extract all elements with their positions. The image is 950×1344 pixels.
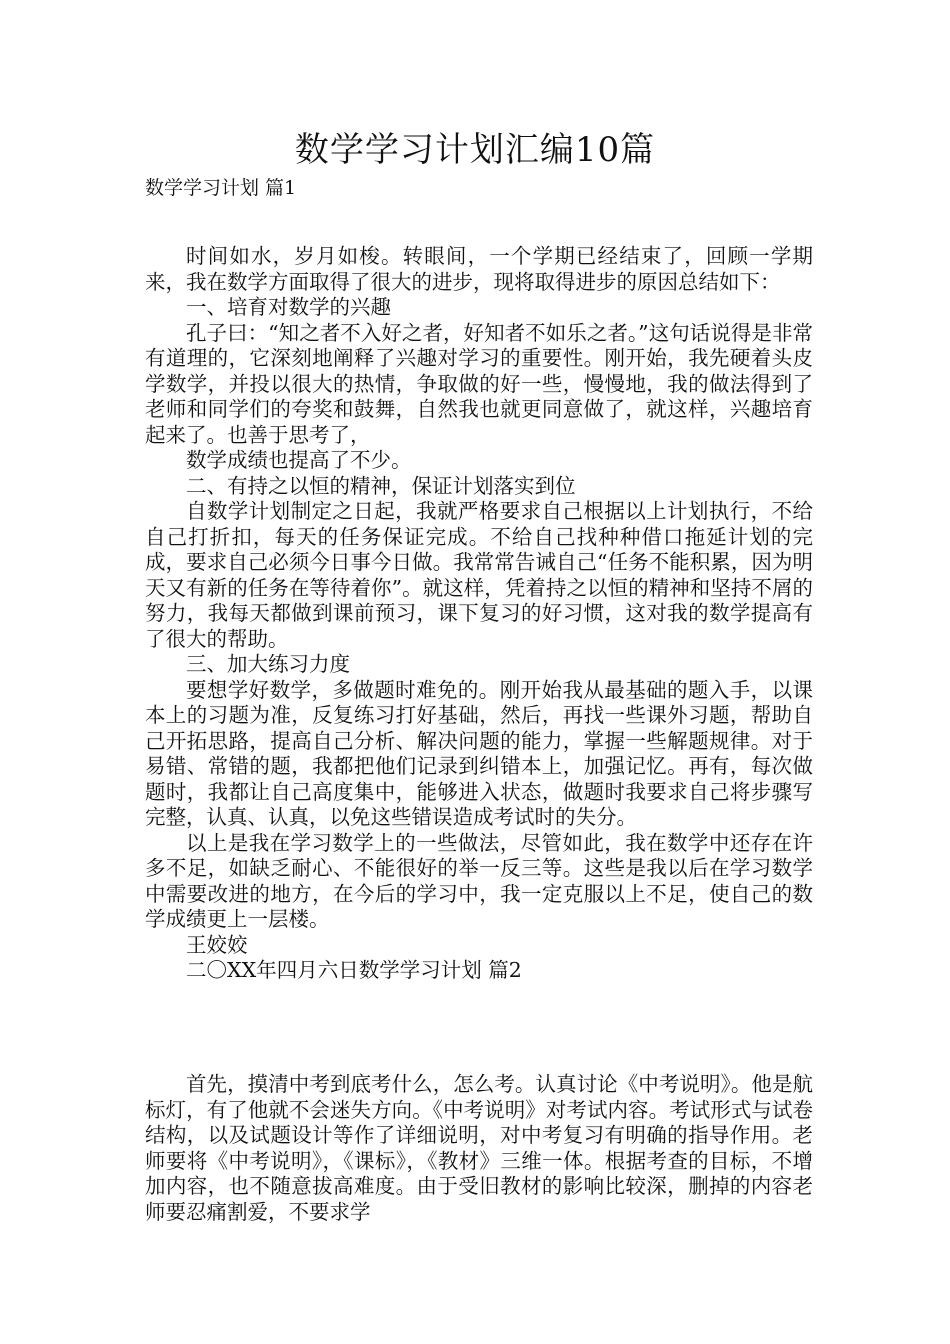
section-2-paragraph: 首先，摸清中考到底考什么，怎么考。认真讨论《中考说明》。他是航标灯，有了他就不会迷失方向。《中考说明》对考试内容。考试形式与试卷结构，以及试题设计等作了详细说明，对中考复习有明确的指导作用。老师要将《中考说明》，《课标》，《教材》三维一体。根据考查的目标，不增加内容，也不随意拔高难度。由于受旧教材的影响比较深，删掉的内容老师要忍痛割爱，不要求学 bbox=[145, 1072, 813, 1224]
document-title: 数学学习计划汇编10篇 bbox=[294, 130, 656, 170]
conclusion-paragraph: 以上是我在学习数学上的一些做法，尽管如此，我在数学中还存在许多不足，如缺乏耐心、不能很好的举一反三等。这些是我以后在学习数学中需要改进的地方，在今后的学习中，我一定克服以上不足，使自己的数学成绩更上一层楼。 bbox=[145, 830, 813, 931]
intro-paragraph: 时间如水，岁月如梭。转眼间，一个学期已经结束了，回顾一学期来，我在数学方面取得了很大的进步，现将取得进步的原因总结如下： bbox=[145, 244, 813, 294]
section-2-body bbox=[145, 1072, 813, 1225]
point-3-heading: 三、加大练习力度 bbox=[186, 652, 350, 676]
point-3-paragraph: 要想学好数学，多做题时难免的。刚开始我从最基础的题入手，以课本上的习题为准，反复练习打好基础，然后，再找一些课外习题，帮助自己开拓思路，提高自己分析、解决问题的能力，掌握一些解题规律。对于易错、常错的题，我都把他们记录到纠错本上，加强记忆。再有，每次做题时，我都让自己高度集中，能够进入状态，做题时我要求自己将步骤写完整，认真、认真，以免这些错误造成考试时的失分。 bbox=[145, 677, 813, 829]
author-name: 王姣姣 bbox=[186, 932, 248, 957]
date-and-next-heading: 二〇XX年四月六日数学学习计划 篇2 bbox=[186, 958, 522, 982]
point-1-paragraph: 孔子曰：“知之者不入好之者，好知者不如乐之者。”这句话说得是非常有道理的，它深刻地阐释了兴趣对学习的重要性。刚开始，我先硬着头皮学数学，并投以很大的热情，争取做的好一些，慢慢地，我的做法得到了老师和同学们的夸奖和鼓舞，自然我也就更同意做了，就这样，兴趣培育起来了。也善于思考了， bbox=[145, 320, 813, 447]
point-1-heading: 一、培育对数学的兴趣 bbox=[186, 295, 391, 319]
point-1-continuation: 数学成绩也提高了不少。 bbox=[186, 448, 412, 472]
point-2-paragraph: 自数学计划制定之日起，我就严格要求自己根据以上计划执行，不给自己打折扣，每天的任务保证完成。不给自己找种种借口拖延计划的完成，要求自己必须今日事今日做。我常常告诫自己“任务不能积累，因为明天又有新的任务在等待着你”。就这样，凭着持之以恒的精神和坚持不屑的努力，我每天都做到课前预习，课下复习的好习惯，这对我的数学提高有了很大的帮助。 bbox=[145, 499, 813, 651]
point-2-heading: 二、有持之以恒的精神，保证计划落实到位 bbox=[186, 473, 576, 498]
section-1-body bbox=[145, 244, 813, 984]
section-heading: 数学学习计划 篇1 bbox=[145, 177, 297, 199]
